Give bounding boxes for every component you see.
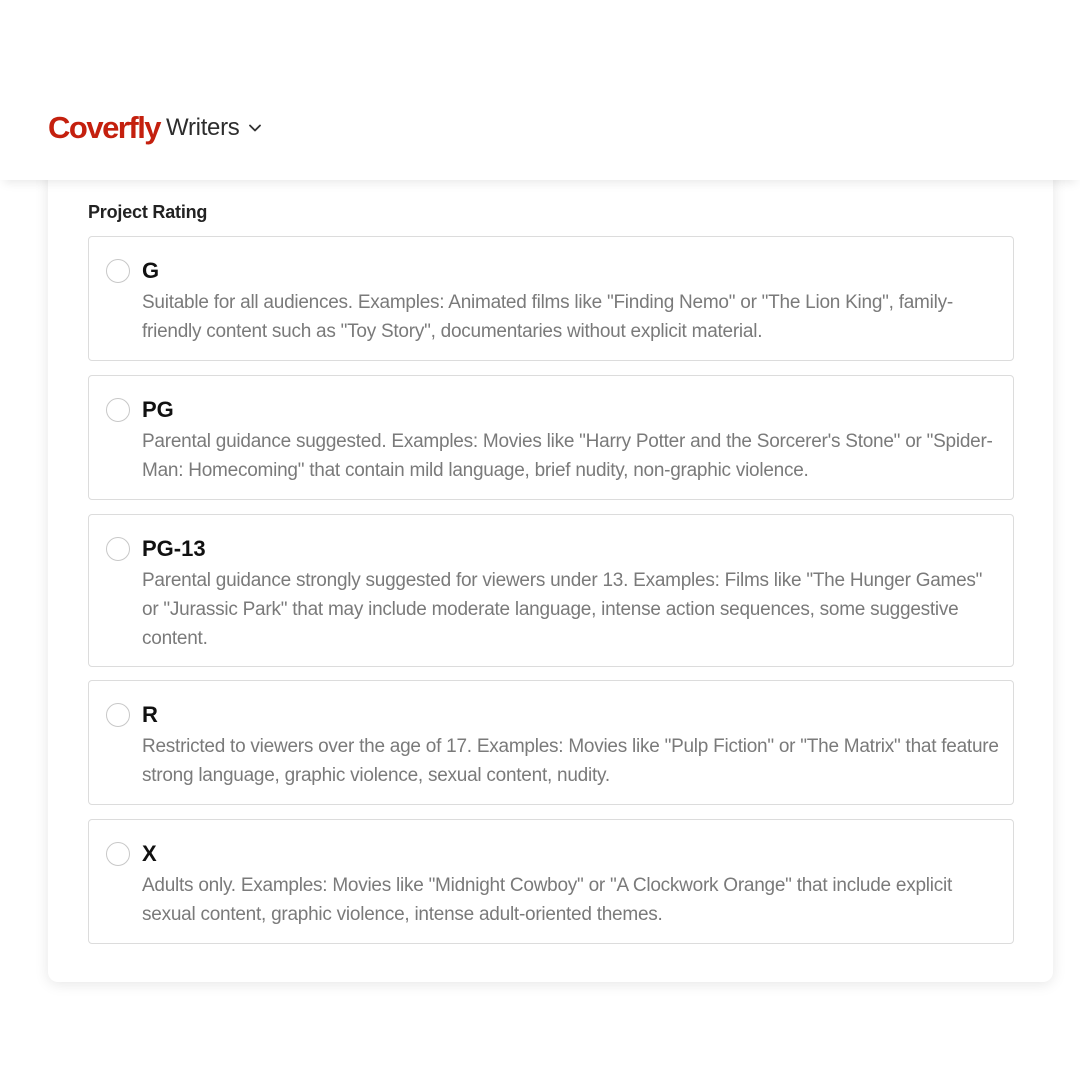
rating-description-pg: Parental guidance suggested. Examples: Movies like "Harry Potter and the Sorcerer's Stone" or "Spider-Man: Homecoming" that contain mild language, brief nudity, non-graphic violence. [142, 431, 993, 481]
brand-switcher[interactable] [48, 108, 262, 148]
rating-title-x: X [142, 841, 157, 866]
rating-description-g: Suitable for all audiences. Examples: Animated films like "Finding Nemo" or "The Lion King", family-friendly content such as "Toy Story", documentaries without explicit material. [142, 292, 953, 342]
rating-description-r: Restricted to viewers over the age of 17. Examples: Movies like "Pulp Fiction" or "The Matrix" that feature strong language, graphic violence, sexual content, nudity. [142, 736, 999, 786]
chevron-down-icon[interactable] [248, 121, 262, 135]
radio-button-pg[interactable] [106, 398, 130, 422]
radio-button-g[interactable] [106, 259, 130, 283]
radio-button-x[interactable] [106, 842, 130, 866]
radio-button-pg-13[interactable] [106, 537, 130, 561]
rating-option-pg-13[interactable] [88, 514, 1014, 667]
project-rating-label: Project Rating [88, 202, 208, 222]
coverfly-logo: Coverfly [48, 110, 161, 145]
rating-option-x[interactable] [88, 819, 1014, 944]
rating-option-g[interactable] [88, 236, 1014, 361]
product-label: Writers [166, 114, 240, 141]
rating-option-r[interactable] [88, 680, 1014, 805]
rating-title-g: G [142, 258, 160, 283]
rating-option-pg[interactable] [88, 375, 1014, 500]
rating-description-x: Adults only. Examples: Movies like "Midnight Cowboy" or "A Clockwork Orange" that include explicit sexual content, graphic violence, intense adult-oriented themes. [142, 875, 952, 925]
rating-title-pg: PG [142, 397, 174, 422]
rating-description-pg-13: Parental guidance strongly suggested for viewers under 13. Examples: Films like "The Hunger Games" or "Jurassic Park" that may include moderate language, intense action sequences, some suggestive content. [142, 570, 983, 649]
rating-title-pg-13: PG-13 [142, 536, 206, 561]
radio-button-r[interactable] [106, 703, 130, 727]
rating-title-r: R [142, 702, 158, 727]
top-header [0, 0, 1080, 180]
